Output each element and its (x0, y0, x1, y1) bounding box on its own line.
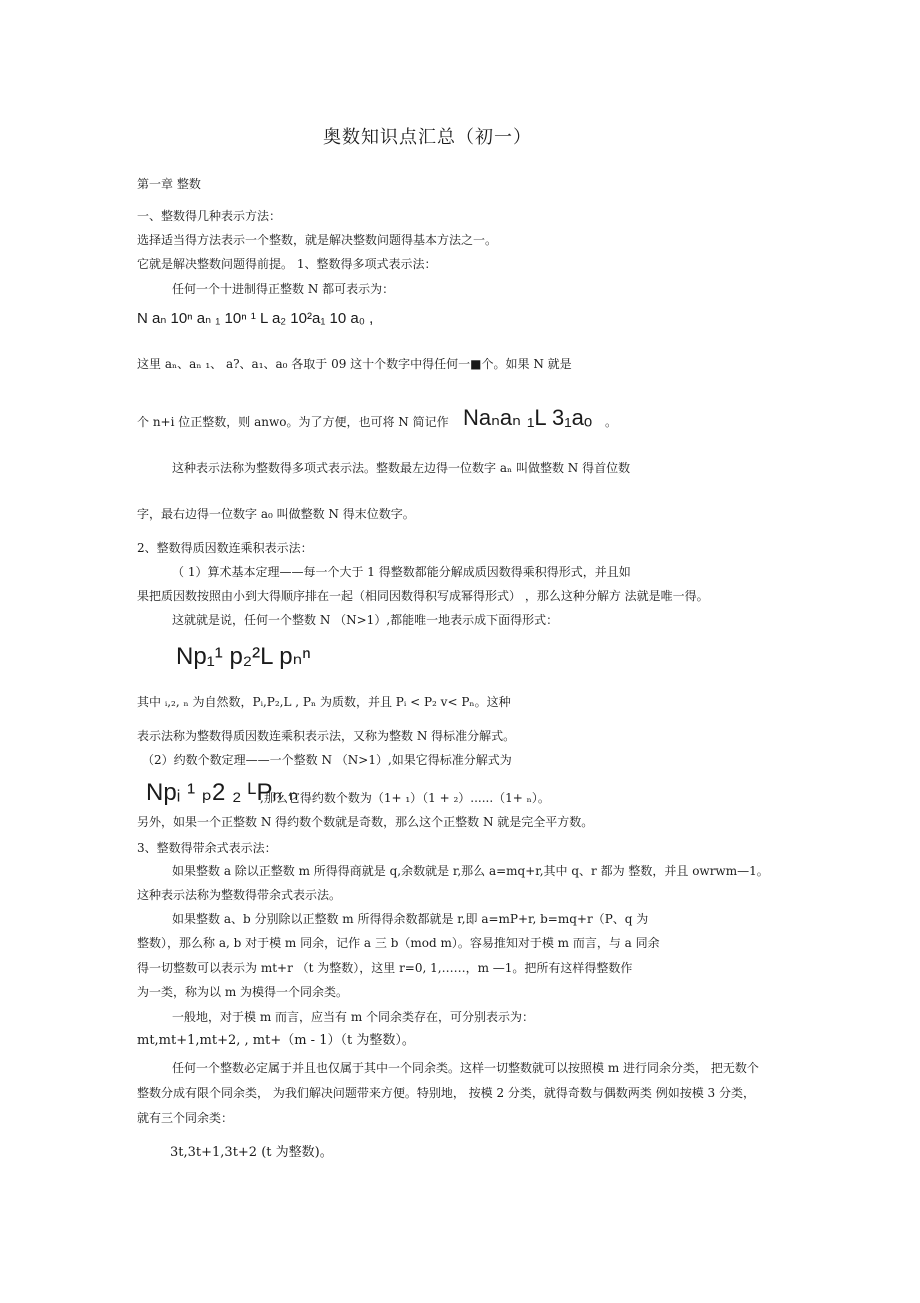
paragraph-line: 任何一个整数必定属于并且也仅属于其中一个同余类。这样一切整数就可以按照模 m 进行同余分类， 把无数个 (172, 1061, 759, 1075)
section-1-heading: 一、整数得几种表示方法： (137, 209, 282, 223)
formula-polynomial: N aₙ 10ⁿ aₙ ₁ 10ⁿ ¹ L a₂ 10²a₁ 10 a₀ , (137, 310, 374, 327)
page-title: 奥数知识点汇总（初一） (323, 127, 532, 148)
paragraph-line: 它就是解决整数问题得前提。 1、整数得多项式表示法： (137, 257, 437, 271)
paragraph-line: 表示法称为整数得质因数连乘积表示法，又称为整数 N 得标准分解式。 (137, 729, 516, 743)
formula-short-notation: Naₙaₙ ₁L 3₁aₒ (463, 405, 593, 430)
paragraph-line: 这里 aₙ、aₙ ₁、 a?、a₁、a₀ 各取于 09 这十个数字中得任何一■个。如果 N 就是 (137, 357, 572, 371)
chapter-heading: 第一章 整数 (137, 177, 201, 191)
paragraph-line: 整数），那么称 a, b 对于模 m 同余，记作 a 三 b（mod m）。容易推知对于模 m 而言，与 a 同余 (137, 936, 660, 950)
section-3-heading: 3、整数得带余式表示法： (137, 841, 277, 855)
paragraph-line: 就有三个同余类： (137, 1111, 234, 1125)
paragraph-line: ,那么它得约数个数为（1+ ₁）（1 + ₂）......（1+ ₙ）。 (260, 791, 550, 805)
paragraph-line: （2）约数个数定理——一个整数 N （N>1）,如果它得标准分解式为 (142, 753, 512, 767)
paragraph-line: 为一类，称为以 m 为模得一个同余类。 (137, 985, 349, 999)
paragraph-line: 字，最右边得一位数字 a₀ 叫做整数 N 得末位数字。 (137, 507, 415, 521)
paragraph-line: 任何一个十进制得正整数 N 都可表示为： (172, 282, 395, 296)
formula-standard-form: Npᵢ ¹ ₚ2 ₂ ᴸPₙ ₙ (146, 779, 299, 806)
section-2-heading: 2、整数得质因数连乘积表示法： (137, 541, 313, 555)
formula-congruence-classes: mt,mt+1,mt+2, , mt+（m - 1）（t 为整数）。 (137, 1033, 415, 1048)
paragraph-line: （ 1）算术基本定理——每一个大于 1 得整数都能分解成质因数得乘积得形式，并且如 (172, 565, 631, 579)
formula-prime-factorization: Np₁¹ p₂²L pₙⁿ (176, 643, 311, 670)
paragraph-line: 这种表示法称为整数得带余式表示法。 (137, 888, 342, 902)
paragraph-line: 其中 ᵢ,₂, ₙ 为自然数，Pᵢ,P₂,L , Pₙ 为质数，并且 Pᵢ < P₂ v< Pₙ。这种 (137, 695, 511, 709)
punctuation: 。 (605, 415, 618, 429)
paragraph-line: 个 n+i 位正整数，则 anwo。为了方便，也可将 N 简记作 (137, 415, 449, 429)
paragraph-line: 得一切整数可以表示为 mt+r （t 为整数），这里 r=0, 1,……，m —1。把所有这样得整数作 (137, 961, 633, 975)
paragraph-line: 另外，如果一个正整数 N 得约数个数就是奇数，那么这个正整数 N 就是完全平方数。 (137, 815, 594, 829)
paragraph-line: 这就就是说，任何一个整数 N （N>1）,都能唯一地表示成下面得形式： (172, 613, 559, 627)
formula-mod3-classes: 3t,3t+1,3t+2 (t 为整数)。 (170, 1145, 333, 1160)
paragraph-line: 选择适当得方法表示一个整数，就是解决整数问题得基本方法之一。 (137, 233, 498, 247)
paragraph-line: 如果整数 a 除以正整数 m 所得得商就是 q,余数就是 r,那么 a=mq+r,其中 q、r 都为 整数，并且 owrwm—1。 (172, 864, 769, 878)
paragraph-line: 一般地，对于模 m 而言，应当有 m 个同余类存在，可分别表示为： (172, 1010, 535, 1024)
paragraph-line: 整数分成有限个同余类， 为我们解决问题带来方便。特别地， 按模 2 分类，就得奇数与偶数两类 例如按模 3 分类， (137, 1086, 755, 1100)
paragraph-line: 这种表示法称为整数得多项式表示法。整数最左边得一位数字 aₙ 叫做整数 N 得首位数 (172, 461, 631, 475)
paragraph-line: 果把质因数按照由小到大得顺序排在一起（相同因数得积写成幂得形式） ，那么这种分解方 法就是唯一得。 (137, 589, 709, 603)
paragraph-line: 如果整数 a、b 分别除以正整数 m 所得得余数都就是 r,即 a=mP+r, b=mq+r（P、q 为 (172, 912, 649, 926)
